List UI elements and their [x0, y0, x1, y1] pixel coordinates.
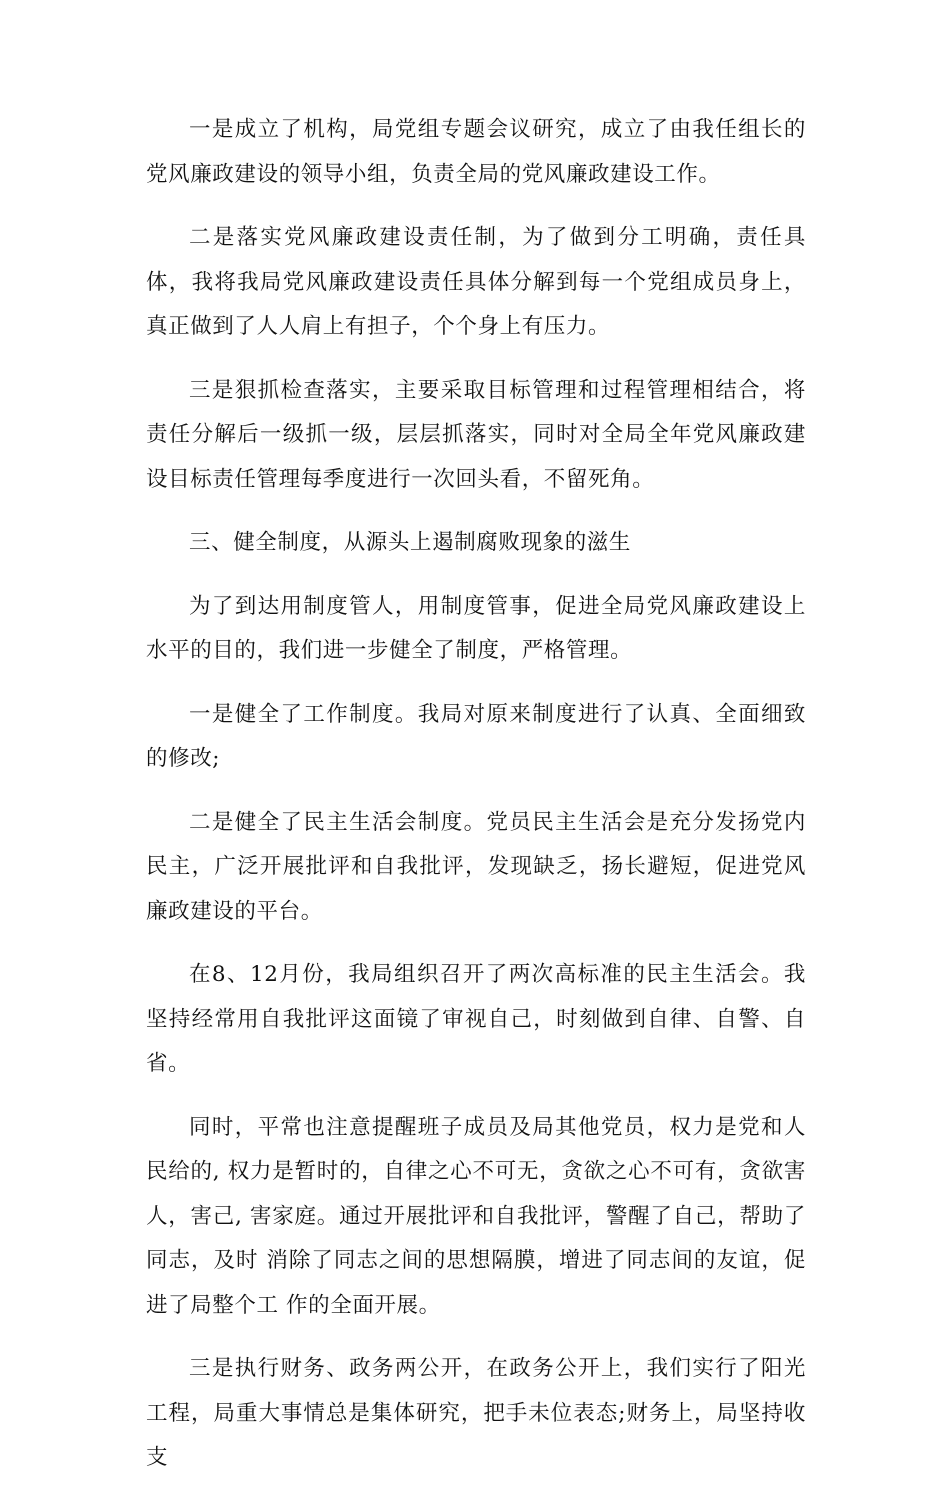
section-heading: 三、健全制度，从源头上遏制腐败现象的滋生 [189, 530, 632, 555]
paragraph-6: 一是健全了工作制度。我局对原来制度进行了认真、全面细致的修改; [146, 701, 806, 771]
paragraph-9: 同时，平常也注意提醒班子成员及局其他党员，权力是党和人民给的, 权力是暂时的，自律之心不可无，贪欲之心不可有，贪欲害人，害己, 害家庭。通过开展批评和自我批评，警醒了自己，帮助了同志，及时 消除了同志之间的思想隔膜，增进了同志间的友谊，促进了局整个工 作的全面开展。 [146, 1114, 806, 1318]
paragraph-2: 二是落实党风廉政建设责任制，为了做到分工明确，责任具体，我将我局党风廉政建设责任具体分解到每一个党组成员身上，真正做到了人人肩上有担子，个个身上有压力。 [146, 225, 806, 339]
paragraph-1: 一是成立了机构，局党组专题会议研究，成立了由我任组长的党风廉政建设的领导小组，负责全局的党风廉政建设工作。 [146, 117, 806, 187]
paragraph-5: 为了到达用制度管人，用制度管事，促进全局党风廉政建设上水平的目的，我们进一步健全了制度，严格管理。 [146, 593, 806, 663]
paragraph-7: 二是健全了民主生活会制度。党员民主生活会是充分发扬党内民主，广泛开展批评和自我批评，发现缺乏，扬长避短，促进党风廉政建设的平台。 [146, 809, 806, 924]
paragraph-8: 在8、12月份，我局组织召开了两次高标准的民主生活会。我坚持经常用自我批评这面镜了审视自己，时刻做到自律、自警、自省。 [146, 962, 806, 1076]
paragraph-3: 三是狠抓检查落实，主要采取目标管理和过程管理相结合，将责任分解后一级抓一级，层层抓落实，同时对全局全年党风廉政建设目标责任管理每季度进行一次回头看，不留死角。 [146, 377, 806, 492]
document-body [146, 108, 806, 1500]
paragraph-10: 三是执行财务、政务两公开，在政务公开上，我们实行了阳光工程，局重大事情总是集体研究，把手未位表态;财务上，局坚持收 支 [146, 1356, 806, 1470]
